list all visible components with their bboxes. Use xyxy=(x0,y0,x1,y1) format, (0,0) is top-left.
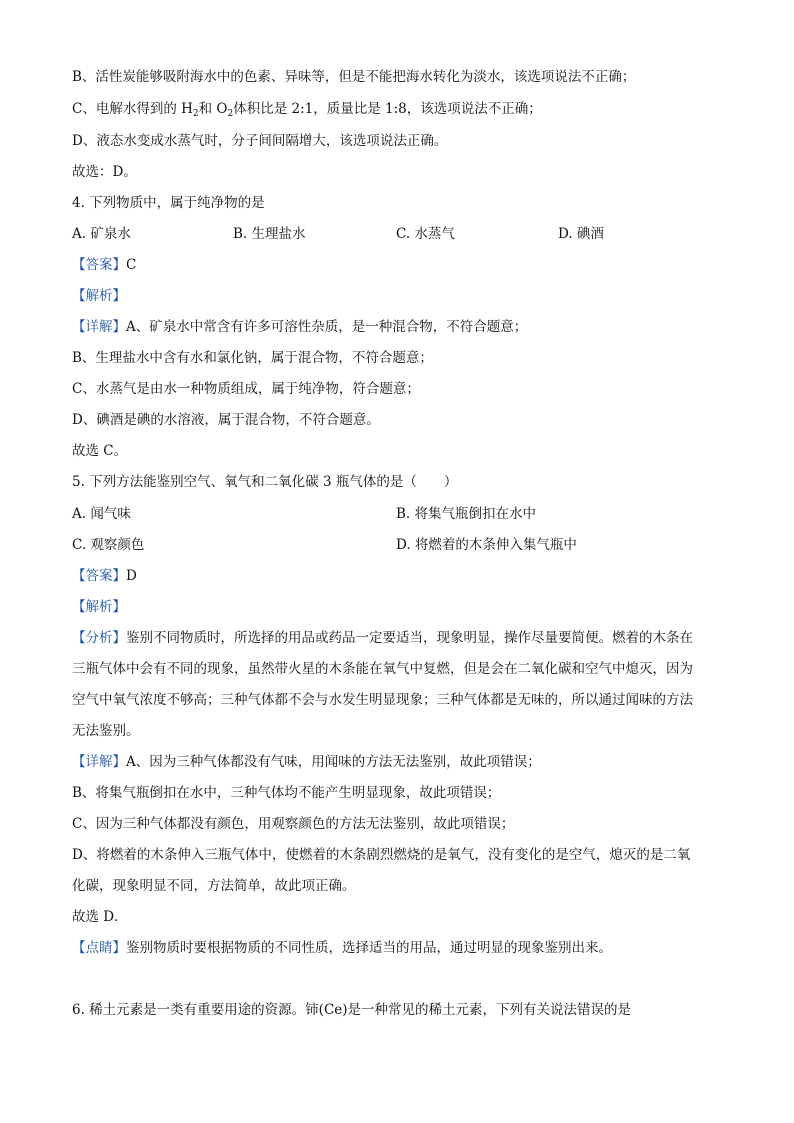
answer-tag: 【答案】 xyxy=(72,257,126,273)
q5-option-b: B. 将集气瓶倒扣在水中 xyxy=(396,506,537,522)
q4-detail-d: D、碘酒是碘的水溶液，属于混合物，不符合题意。 xyxy=(72,412,380,428)
q4-answer xyxy=(72,255,136,275)
detail-tag: 【详解】 xyxy=(72,319,126,335)
q5-fenxi-1 xyxy=(72,628,693,648)
detail-text: A、矿泉水中常含有许多可溶性杂质，是一种混合物，不符合题意； xyxy=(126,319,528,335)
q3-c-subscript-2: 2 xyxy=(227,109,234,119)
q5-dianjing xyxy=(72,938,612,958)
q6-stem: 6. 稀土元素是一类有重要用途的资源。铈(Ce)是一种常见的稀土元素，下列有关说法错误的是 xyxy=(72,1002,632,1018)
detail-tag: 【详解】 xyxy=(72,754,126,770)
q3-option-d-explanation: D、液态水变成水蒸气时，分子间间隔增大，该选项说法正确。 xyxy=(72,133,448,149)
q3-c-subscript-1: 2 xyxy=(192,109,199,119)
q4-choose: 故选 C。 xyxy=(72,443,128,459)
answer-value: C xyxy=(126,257,137,273)
q5-option-d: D. 将燃着的木条伸入集气瓶中 xyxy=(396,537,577,553)
q5-detail-c: C、因为三种气体都没有颜色，用观察颜色的方法无法鉴别，故此项错误； xyxy=(72,816,515,832)
q3-option-b-explanation: B、活性炭能够吸附海水中的色素、异味等，但是不能把海水转化为淡水，该选项说法不正确； xyxy=(72,69,636,85)
q3-c-text-1: C、电解水得到的 H xyxy=(72,101,193,117)
q4-option-c: C. 水蒸气 xyxy=(396,226,455,242)
q4-option-a: A. 矿泉水 xyxy=(72,226,131,242)
q5-option-a: A. 闻气味 xyxy=(72,506,131,522)
q4-detail-b: B、生理盐水中含有水和氯化钠，属于混合物，不符合题意； xyxy=(72,350,433,366)
q5-fenxi-4: 无法鉴别。 xyxy=(72,723,140,739)
q5-fenxi-3: 空气中氧气浓度不够高；三种气体都不会与水发生明显现象；三种气体都是无味的，所以通过闻味的方法 xyxy=(72,692,693,708)
analysis-tag: 【解析】 xyxy=(72,288,126,304)
q5-detail-d-2: 化碳，现象明显不同，方法简单，故此项正确。 xyxy=(72,878,356,894)
q5-detail-a xyxy=(72,752,541,772)
analysis-tag: 【解析】 xyxy=(72,599,126,615)
q4-stem: 4. 下列物质中，属于纯净物的是 xyxy=(72,195,265,211)
q4-detail-c: C、水蒸气是由水一种物质组成，属于纯净物，符合题意； xyxy=(72,381,420,397)
q3-option-c-explanation xyxy=(72,99,542,119)
q5-stem: 5. 下列方法能鉴别空气、氧气和二氧化碳 3 瓶气体的是（ ） xyxy=(72,474,458,490)
q3-c-text-2: 和 O xyxy=(198,101,228,117)
q4-analysis-tag xyxy=(72,286,126,306)
fenxi-text: 鉴别不同物质时，所选择的用品或药品一定要适当，现象明显，操作尽量要简便。燃着的木条在 xyxy=(126,630,693,646)
q4-option-d: D. 碘酒 xyxy=(558,226,604,242)
q5-detail-b: B、将集气瓶倒扣在水中，三种气体均不能产生明显现象，故此项错误； xyxy=(72,785,501,801)
q5-detail-d-1: D、将燃着的木条伸入三瓶气体中，使燃着的木条剧烈燃烧的是氧气，没有变化的是空气，熄灭的是二氧 xyxy=(72,847,691,863)
detail-text: A、因为三种气体都没有气味，用闻味的方法无法鉴别，故此项错误； xyxy=(126,754,541,770)
dianjing-tag: 【点睛】 xyxy=(72,940,126,956)
q4-detail-a xyxy=(72,317,527,337)
q5-analysis-tag xyxy=(72,597,126,617)
q3-choose: 故选：D。 xyxy=(72,164,137,180)
q5-answer xyxy=(72,566,137,586)
q5-option-c: C. 观察颜色 xyxy=(72,537,145,553)
q5-fenxi-2: 三瓶气体中会有不同的现象，虽然带火星的木条能在氧气中复燃，但是会在二氧化碳和空气中熄灭，因为 xyxy=(72,661,693,677)
dianjing-text: 鉴别物质时要根据物质的不同性质，选择适当的用品，通过明显的现象鉴别出来。 xyxy=(126,940,612,956)
answer-value: D xyxy=(126,568,137,584)
q4-option-b: B. 生理盐水 xyxy=(233,226,306,242)
answer-tag: 【答案】 xyxy=(72,568,126,584)
q5-choose: 故选 D． xyxy=(72,909,128,925)
fenxi-tag: 【分析】 xyxy=(72,630,126,646)
q3-c-text-3: 体积比是 2:1，质量比是 1:8，该选项说法不正确； xyxy=(233,101,542,117)
